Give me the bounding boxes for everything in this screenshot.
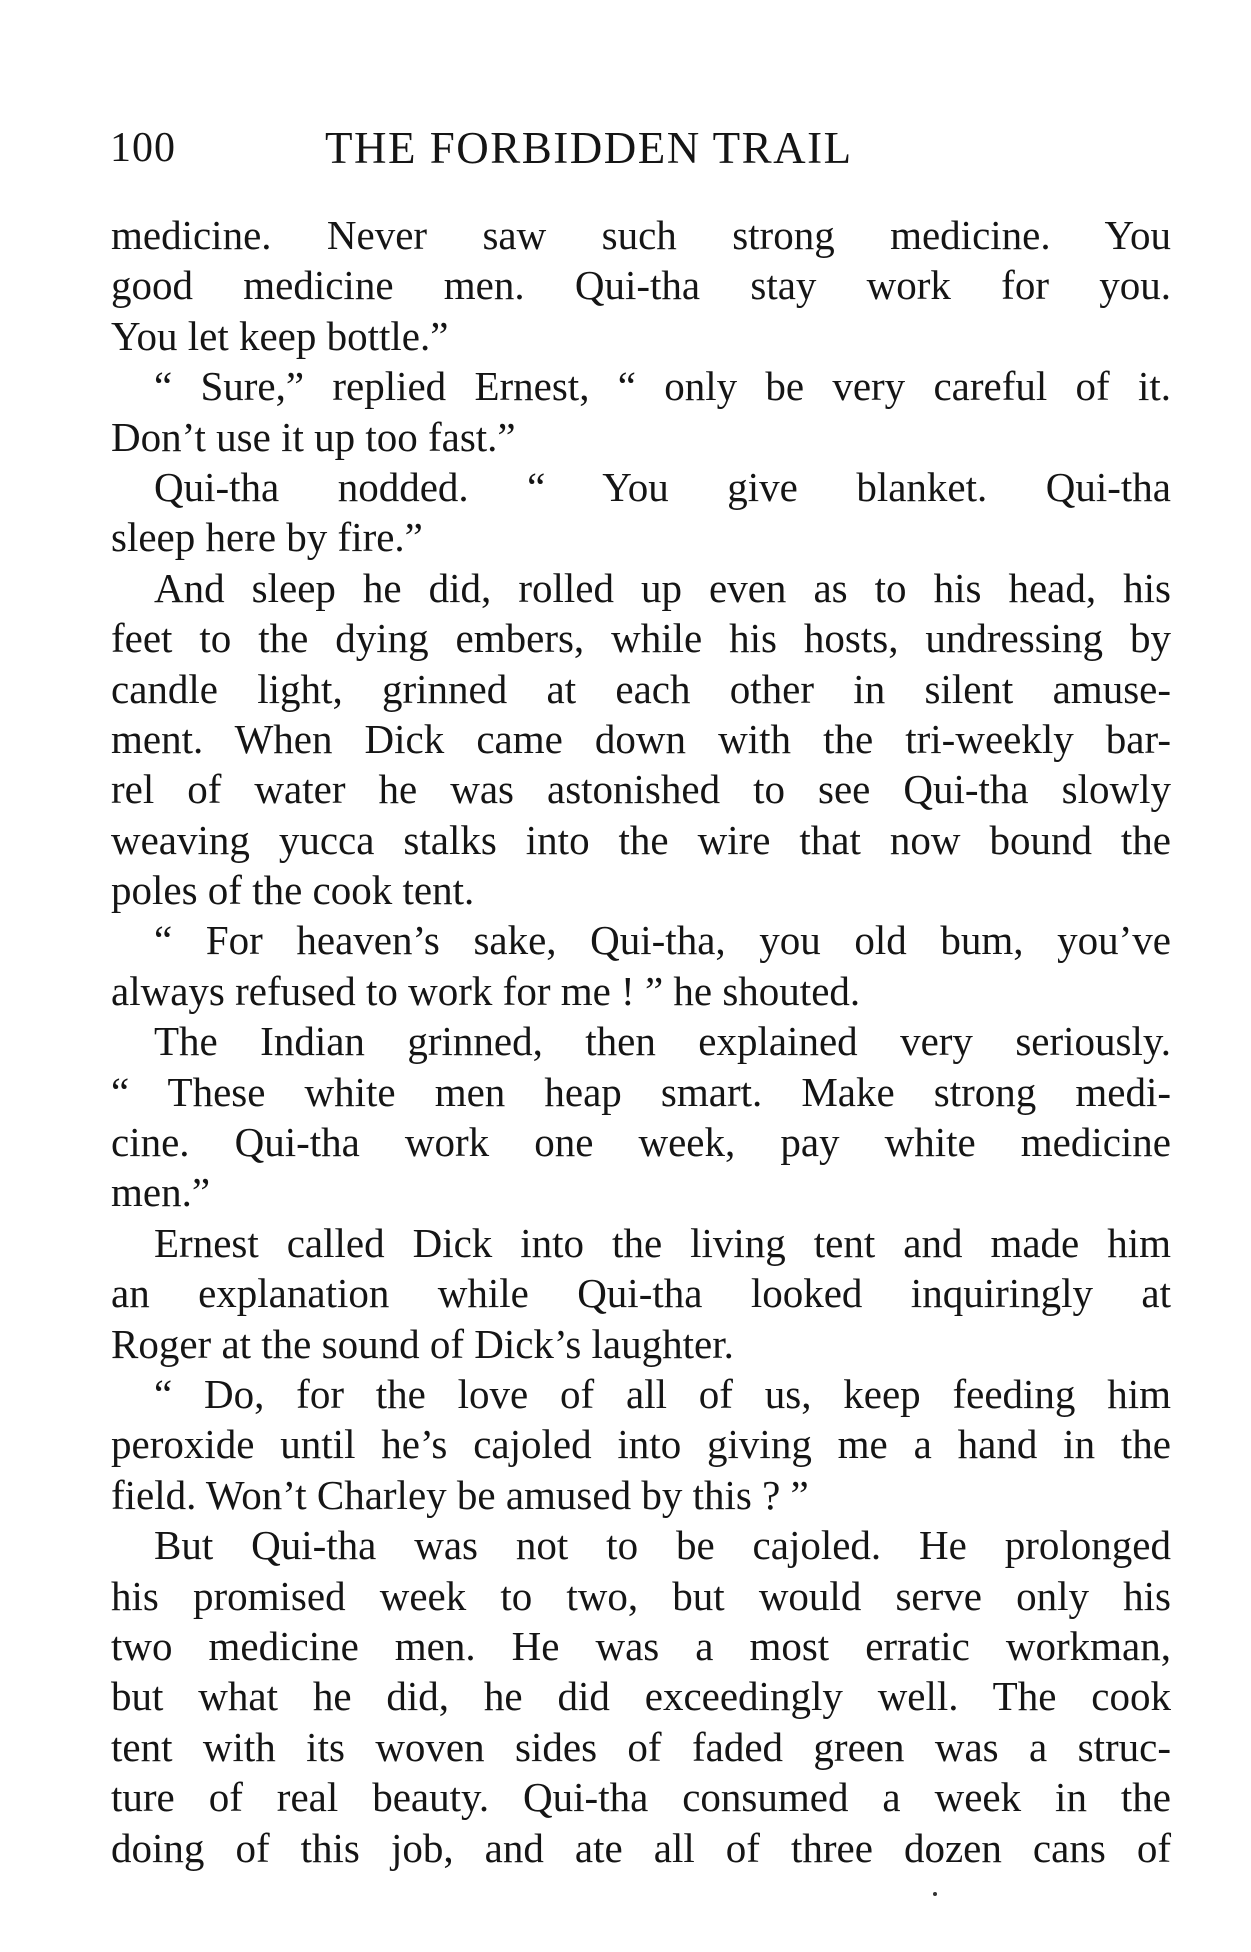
- text-line: Roger at the sound of Dick’s laughter.: [111, 1320, 734, 1367]
- text-line: But Qui-tha was not to be cajoled. He prolonged: [154, 1522, 1171, 1569]
- text-line: good medicine men. Qui-tha stay work for you.: [111, 262, 1171, 309]
- body-text: [111, 210, 1171, 1873]
- text-line: “ These white men heap smart. Make strong medi-: [111, 1068, 1171, 1115]
- text-line: candle light, grinned at each other in silent amuse-: [111, 665, 1171, 712]
- text-line: cine. Qui-tha work one week, pay white medicine: [111, 1119, 1171, 1166]
- text-line: two medicine men. He was a most erratic workman,: [111, 1622, 1171, 1669]
- book-title: THE FORBIDDEN TRAIL: [325, 123, 853, 173]
- running-head: [110, 118, 1170, 178]
- text-line: And sleep he did, rolled up even as to his head, his: [154, 564, 1171, 611]
- text-line: peroxide until he’s cajoled into giving me a hand in the: [111, 1421, 1171, 1468]
- text-line: feet to the dying embers, while his hosts, undressing by: [111, 615, 1171, 662]
- text-line: field. Won’t Charley be amused by this ? ”: [111, 1471, 809, 1518]
- page-number: 100: [110, 125, 176, 171]
- text-line: an explanation while Qui-tha looked inquiringly at: [111, 1270, 1171, 1317]
- text-line: ment. When Dick came down with the tri-weekly bar-: [111, 715, 1171, 762]
- text-line: his promised week to two, but would serve only his: [111, 1572, 1171, 1619]
- text-line: rel of water he was astonished to see Qui-tha slowly: [111, 766, 1171, 813]
- text-line: Don’t use it up too fast.”: [111, 413, 516, 460]
- text-line: weaving yucca stalks into the wire that now bound the: [111, 816, 1171, 863]
- text-line: You let keep bottle.”: [111, 312, 449, 359]
- text-line: “ For heaven’s sake, Qui-tha, you old bum, you’ve: [154, 917, 1171, 964]
- text-line: doing of this job, and ate all of three dozen cans of: [111, 1824, 1171, 1871]
- text-line: tent with its woven sides of faded green was a struc-: [111, 1723, 1171, 1770]
- text-line: ture of real beauty. Qui-tha consumed a week in the: [111, 1774, 1171, 1821]
- text-line: Qui-tha nodded. “ You give blanket. Qui-tha: [154, 463, 1171, 510]
- text-line: sleep here by fire.”: [111, 514, 423, 561]
- print-speck: [933, 1892, 937, 1896]
- text-line: medicine. Never saw such strong medicine. You: [111, 212, 1171, 258]
- text-line: always refused to work for me ! ” he shouted.: [111, 967, 861, 1014]
- text-line: men.”: [111, 1169, 211, 1216]
- text-line: but what he did, he did exceedingly well. The cook: [111, 1673, 1171, 1720]
- text-line: The Indian grinned, then explained very seriously.: [154, 1018, 1171, 1065]
- text-line: “ Do, for the love of all of us, keep feeding him: [154, 1370, 1171, 1417]
- text-line: Ernest called Dick into the living tent and made him: [154, 1219, 1171, 1266]
- text-line: “ Sure,” replied Ernest, “ only be very careful of it.: [154, 363, 1171, 410]
- text-line: poles of the cook tent.: [111, 867, 475, 914]
